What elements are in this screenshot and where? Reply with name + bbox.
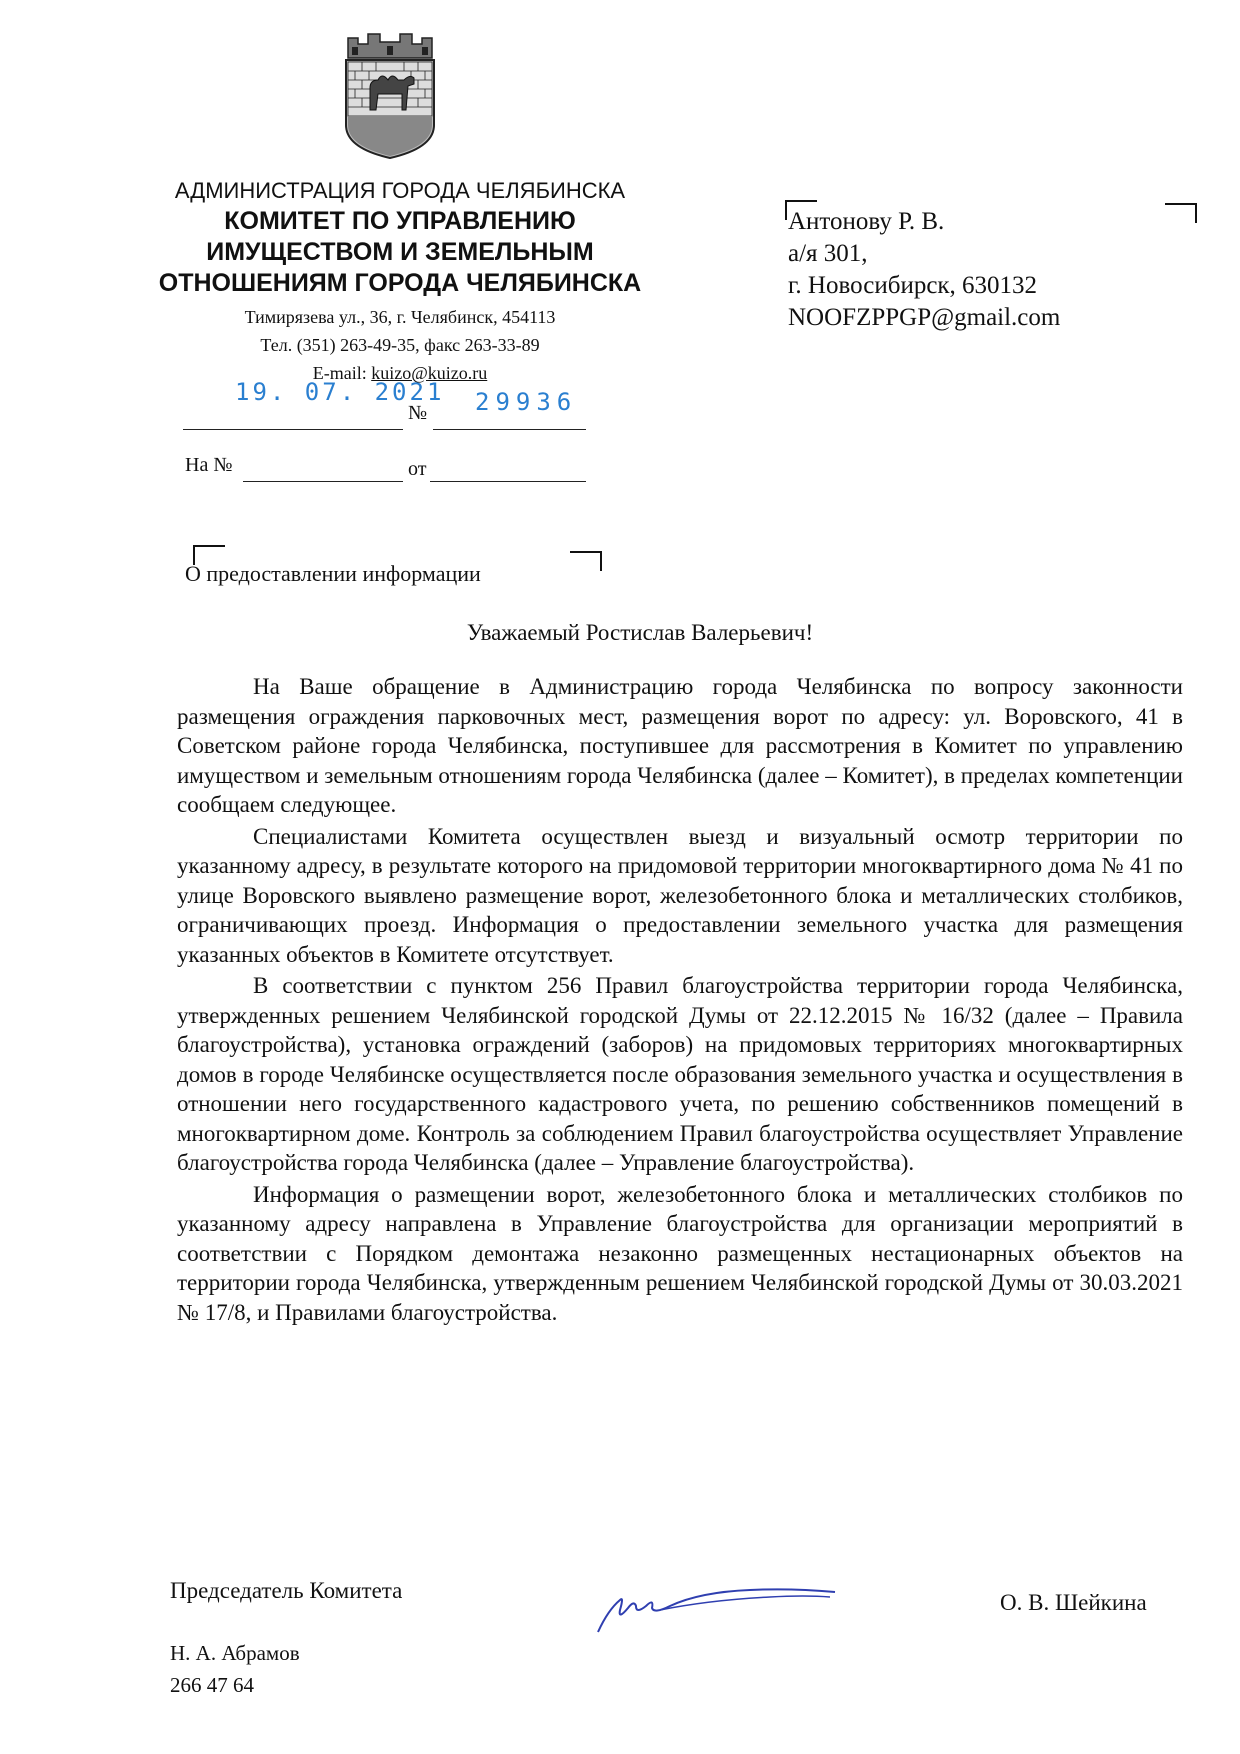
- number-line: [433, 428, 586, 430]
- committee-email-link[interactable]: kuizo@kuizo.ru: [371, 363, 488, 383]
- committee-title: [150, 206, 650, 299]
- signatory-title: Председатель Комитета: [170, 1578, 403, 1603]
- addressee-block: [788, 206, 1060, 334]
- number-sign-label: №: [408, 402, 428, 424]
- committee-phone: Тел. (351) 263-49-35, факс 263-33-89: [260, 335, 540, 355]
- body-paragraph-2: Специалистами Комитета осуществлен выезд и визуальный осмотр территории по указанному адресу, в результате которого на придомовой территории многоквартирного дома № 41 по улице Воровского выявлено размещение ворот, железобетонного блока и металлических столбиков, ограничивающих проезд. Информация о предоставлении земельного участка для размещения указанных объектов в Комитете отсутствует.: [177, 823, 1183, 967]
- reply-from-label: от: [408, 458, 427, 480]
- date-line: [183, 428, 403, 430]
- reply-to-label: На №: [185, 454, 233, 476]
- salutation: Уважаемый Ростислав Валерьевич!: [466, 620, 814, 645]
- committee-title-line-1: КОМИТЕТ ПО УПРАВЛЕНИЮ: [224, 207, 576, 235]
- addressee-po-box: а/я 301,: [788, 240, 868, 267]
- registration-date-stamp: 19. 07. 2021: [235, 378, 445, 406]
- addressee-corner-right: [1165, 203, 1197, 223]
- addressee-name: Антонову Р. В.: [788, 208, 945, 235]
- body-paragraph-1: На Ваше обращение в Администрацию города Челябинска по вопросу законности размещения ограждения парковочных мест, размещения ворот по адресу: ул. Воровского, 41 в Советском районе города Челябинска, поступившее для рассмотрения в Комитет по управлению имуществом и земельным отношениям города Челябинска (далее – Комитет), в пределах компетенции сообщаем следующее.: [177, 674, 1183, 817]
- body-paragraph-3: В соответствии с пунктом 256 Правил благоустройства территории города Челябинска, утвержденных решением Челябинской городской Думы от 22.12.2015 № 16/32 (далее – Правила благоустройства), установка ограждений (заборов) на придомовых территориях многоквартирных домов в городе Челябинске осуществляется после образования земельного участка и осуществления в отношении него государственного кадастрового учета, по решению собственников помещений в многоквартирном доме. Контроль за соблюдением Правил благоустройства осуществляет Управление благоустройства города Челябинска (далее – Управление благоустройства).: [177, 973, 1183, 1175]
- reply-number-line: [243, 480, 403, 482]
- committee-title-line-3: ОТНОШЕНИЯМ ГОРОДА ЧЕЛЯБИНСКА: [158, 269, 642, 297]
- body-paragraph-4: Информация о размещении ворот, железобетонного блока и металлических столбиков по указанному адресу направлена в Управление благоустройства для организации мероприятий в соответствии с Порядком демонтажа незаконно размещенных нестационарных объектов на территории города Челябинска, утвержденным решением Челябинской городской Думы от 30.03.2021 № 17/8, и Правилами благоустройства.: [177, 1181, 1183, 1325]
- addressee-email: NOOFZPPGP@gmail.com: [788, 304, 1061, 331]
- subject-corner-right: [570, 551, 602, 571]
- reply-date-line: [430, 480, 586, 482]
- executor-name: Н. А. Абрамов: [170, 1641, 300, 1665]
- signatory-name: О. В. Шейкина: [1000, 1590, 1147, 1615]
- addressee-city: г. Новосибирск, 630132: [788, 272, 1038, 299]
- executor-block: [170, 1637, 300, 1701]
- letter-subject: О предоставлении информации: [185, 561, 481, 586]
- email-label: E-mail:: [312, 363, 372, 383]
- committee-title-line-2: ИМУЩЕСТВОМ И ЗЕМЕЛЬНЫМ: [206, 238, 594, 266]
- registration-number-stamp: 29936: [475, 388, 578, 416]
- handwritten-signature: [590, 1570, 850, 1640]
- administration-title: АДМИНИСТРАЦИЯ ГОРОДА ЧЕЛЯБИНСКА: [174, 178, 626, 203]
- executor-phone: 266 47 64: [170, 1673, 254, 1697]
- chelyabinsk-coat-of-arms-icon: [340, 30, 440, 160]
- committee-address: Тимирязева ул., 36, г. Челябинск, 454113: [244, 307, 556, 327]
- letter-body: [177, 672, 1183, 1329]
